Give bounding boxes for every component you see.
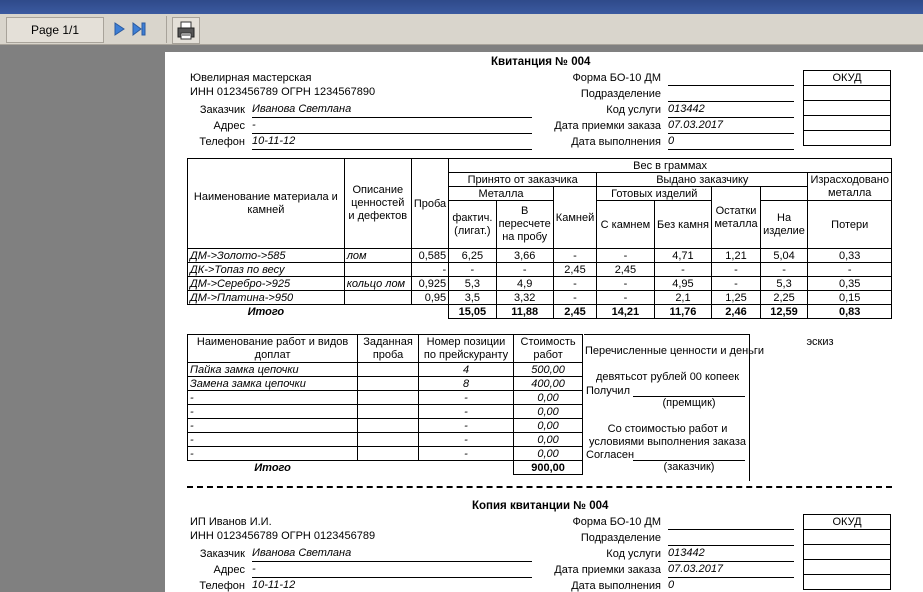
col-issued: Выдано заказчику <box>597 173 808 187</box>
table-cell: 5,04 <box>760 249 808 263</box>
table-cell: - <box>553 277 596 291</box>
table-cell: 500,00 <box>514 363 583 377</box>
table-cell: Пайка замка цепочки <box>188 363 358 377</box>
copy-customer-label: Заказчик <box>199 548 245 560</box>
copy-org-ids: ИНН 0123456789 ОГРН 0123456789 <box>190 530 376 542</box>
table-row <box>188 391 583 405</box>
table-cell: - <box>760 263 808 277</box>
works-total-row <box>188 461 583 475</box>
table-cell: 3,32 <box>496 291 553 305</box>
table-cell: 400,00 <box>514 377 583 391</box>
table-cell: 0,00 <box>514 391 583 405</box>
table-cell: 0,33 <box>808 249 892 263</box>
table-row <box>188 377 583 391</box>
col-work-name: Наименование работ и видов доплат <box>188 335 358 363</box>
materials-total-cell: 14,21 <box>597 305 654 319</box>
play-icon[interactable] <box>110 19 128 39</box>
materials-total-cell: 11,88 <box>496 305 553 319</box>
col-work-cost: Стоимость работ <box>514 335 583 363</box>
table-row <box>188 405 583 419</box>
table-cell: 2,45 <box>597 263 654 277</box>
materials-total-label: Итого <box>247 305 285 318</box>
service-code-label: Код услуги <box>606 104 661 116</box>
col-work-position: Номер позиции по прейскуранту <box>418 335 513 363</box>
window-title-bar <box>0 0 923 14</box>
receiver-role: (премщик) <box>662 397 716 409</box>
col-probe: Проба <box>411 159 448 249</box>
org-name: Ювелирная мастерская <box>190 72 312 84</box>
order-date-label: Дата приемки заказа <box>554 120 661 132</box>
table-cell: - <box>418 447 513 461</box>
col-work-probe: Заданная проба <box>358 335 419 363</box>
table-cell: 0,925 <box>411 277 448 291</box>
order-date-value: 07.03.2017 <box>668 119 794 134</box>
table-cell: кольцо лом <box>344 277 411 291</box>
table-cell: 0,00 <box>514 433 583 447</box>
copy-address-value: - <box>252 563 532 578</box>
table-row <box>188 447 583 461</box>
table-cell: 8 <box>418 377 513 391</box>
materials-total-cell: 2,45 <box>553 305 596 319</box>
table-cell: - <box>188 405 358 419</box>
col-spent: Израсходовано металла <box>808 173 892 201</box>
col-material-name: Наименование материала и камней <box>188 159 345 249</box>
col-actual: фактич. (лигат.) <box>449 201 496 249</box>
table-cell: - <box>654 263 712 277</box>
report-toolbar <box>0 14 923 45</box>
address-label: Адрес <box>213 120 245 132</box>
received-label: Получил <box>586 385 630 397</box>
table-row <box>188 433 583 447</box>
table-cell: ДК->Топаз по весу <box>188 263 345 277</box>
table-row <box>188 363 583 377</box>
table-cell: 0,15 <box>808 291 892 305</box>
table-cell: - <box>418 419 513 433</box>
copy-due-date-value: 0 <box>668 579 794 592</box>
table-cell <box>358 447 419 461</box>
table-cell: - <box>411 263 448 277</box>
table-cell: 2,25 <box>760 291 808 305</box>
table-cell: - <box>188 419 358 433</box>
copy-form-label: Форма БО-10 ДМ <box>572 516 661 528</box>
col-remains: Остатки металла <box>712 187 760 249</box>
table-cell: - <box>597 277 654 291</box>
table-cell: Замена замка цепочки <box>188 377 358 391</box>
form-line <box>668 71 794 86</box>
table-cell: 0,00 <box>514 405 583 419</box>
okud-label: ОКУД <box>804 71 891 86</box>
table-row <box>188 419 583 433</box>
table-cell <box>358 377 419 391</box>
customer-label: Заказчик <box>199 104 245 116</box>
materials-total-cell: 15,05 <box>449 305 496 319</box>
service-code-value: 013442 <box>668 103 794 118</box>
copy-title: Копия квитанции № 004 <box>472 500 609 512</box>
col-finished: Готовых изделий <box>597 187 712 201</box>
copy-division-label: Подразделение <box>580 532 661 544</box>
table-cell: 5,3 <box>449 277 496 291</box>
table-cell: 4,9 <box>496 277 553 291</box>
materials-total-cell: 2,46 <box>712 305 760 319</box>
col-accepted: Принято от заказчика <box>449 173 597 187</box>
copy-phone-label: Телефон <box>199 580 245 592</box>
last-page-icon[interactable] <box>130 19 148 39</box>
works-table <box>187 334 583 475</box>
division-label: Подразделение <box>580 88 661 100</box>
phone-label: Телефон <box>199 136 245 148</box>
cut-line <box>187 486 892 488</box>
table-cell: - <box>553 291 596 305</box>
col-converted: В пересчете на пробу <box>496 201 553 249</box>
col-with-stones: С камнем <box>597 201 654 249</box>
table-cell: 4,71 <box>654 249 712 263</box>
copy-okud-label: ОКУД <box>804 515 891 530</box>
col-without-stones: Без камня <box>654 201 712 249</box>
copy-due-date-label: Дата выполнения <box>571 580 661 592</box>
copy-phone-value: 10-11-12 <box>252 579 532 592</box>
phone-value: 10-11-12 <box>252 135 532 150</box>
table-cell: - <box>496 263 553 277</box>
table-cell: 2,1 <box>654 291 712 305</box>
agree-text: Со стоимостью работ и условиями выполнения заказа <box>588 423 747 448</box>
col-on-product: На изделие <box>760 201 808 249</box>
works-total-value: 900,00 <box>514 461 583 475</box>
acceptance-text-1: Перечисленные ценности и деньги <box>585 345 765 357</box>
table-cell: - <box>188 433 358 447</box>
copy-service-code-label: Код услуги <box>606 548 661 560</box>
table-cell <box>358 363 419 377</box>
toolbar-separator <box>166 16 167 43</box>
table-cell <box>358 405 419 419</box>
copy-org-name: ИП Иванов И.И. <box>190 516 272 528</box>
table-cell: 4,95 <box>654 277 712 291</box>
table-cell: 3,5 <box>449 291 496 305</box>
table-cell: 0,00 <box>514 447 583 461</box>
materials-table <box>187 158 892 319</box>
division-line <box>668 87 794 102</box>
table-cell <box>358 433 419 447</box>
agreed-label: Согласен <box>586 449 635 461</box>
print-button[interactable] <box>172 17 200 44</box>
table-cell: - <box>449 263 496 277</box>
table-cell: - <box>553 249 596 263</box>
received-line <box>633 384 745 397</box>
table-row <box>188 263 892 277</box>
form-label: Форма БО-10 ДМ <box>572 72 661 84</box>
table-cell: - <box>808 263 892 277</box>
table-cell: 1,25 <box>712 291 760 305</box>
table-row <box>188 249 892 263</box>
copy-form-line <box>668 515 794 530</box>
table-cell: - <box>418 433 513 447</box>
agreed-line <box>633 448 745 461</box>
table-row <box>188 291 892 305</box>
col-metal: Металла <box>449 187 554 201</box>
table-cell: ДМ->Золото->585 <box>188 249 345 263</box>
col-description: Описание ценностей и дефектов <box>344 159 411 249</box>
okud-box <box>803 70 891 146</box>
table-cell <box>358 391 419 405</box>
copy-order-date-label: Дата приемки заказа <box>554 564 661 576</box>
copy-division-line <box>668 531 794 546</box>
table-cell <box>344 291 411 305</box>
table-cell: - <box>597 249 654 263</box>
customer-role: (заказчик) <box>663 461 715 473</box>
table-cell: ДМ->Платина->950 <box>188 291 345 305</box>
print-icon <box>173 18 199 43</box>
table-cell: 0,35 <box>808 277 892 291</box>
due-date-label: Дата выполнения <box>571 136 661 148</box>
table-cell: - <box>418 405 513 419</box>
table-cell: - <box>597 291 654 305</box>
table-cell: 3,66 <box>496 249 553 263</box>
materials-total-cell: 12,59 <box>760 305 808 319</box>
table-cell: 0,585 <box>411 249 448 263</box>
table-cell: ДМ->Серебро->925 <box>188 277 345 291</box>
table-cell: - <box>418 391 513 405</box>
table-row <box>188 277 892 291</box>
table-cell: - <box>712 277 760 291</box>
copy-customer-value: Иванова Светлана <box>252 547 532 562</box>
copy-order-date-value: 07.03.2017 <box>668 563 794 578</box>
receipt-title: Квитанция № 004 <box>491 56 591 68</box>
col-losses: Потери <box>808 201 892 249</box>
table-cell <box>358 419 419 433</box>
materials-total-cell: 0,83 <box>808 305 892 319</box>
acceptance-text-2: девятьсот рублей 00 копеек <box>595 371 740 383</box>
due-date-value: 0 <box>668 135 794 150</box>
receipt-page <box>165 52 923 592</box>
copy-service-code-value: 013442 <box>668 547 794 562</box>
page-indicator: Page 1/1 <box>6 17 104 43</box>
table-cell: - <box>188 447 358 461</box>
col-weight: Вес в граммах <box>449 159 892 173</box>
sketch-label: эскиз <box>806 336 834 348</box>
table-cell: - <box>188 391 358 405</box>
table-cell: 1,21 <box>712 249 760 263</box>
table-cell: 5,3 <box>760 277 808 291</box>
table-cell: - <box>712 263 760 277</box>
works-total-label: Итого <box>254 461 291 474</box>
table-cell: 4 <box>418 363 513 377</box>
table-cell: лом <box>344 249 411 263</box>
copy-okud-box <box>803 514 891 590</box>
table-cell <box>344 263 411 277</box>
col-stones: Камней <box>553 187 596 249</box>
materials-total-row <box>188 305 892 319</box>
materials-total-cell: 11,76 <box>654 305 712 319</box>
copy-address-label: Адрес <box>213 564 245 576</box>
org-ids: ИНН 0123456789 ОГРН 1234567890 <box>190 86 376 98</box>
customer-value: Иванова Светлана <box>252 103 532 118</box>
table-cell: 0,95 <box>411 291 448 305</box>
table-cell: 6,25 <box>449 249 496 263</box>
table-cell: 2,45 <box>553 263 596 277</box>
address-value: - <box>252 119 532 134</box>
table-cell: 0,00 <box>514 419 583 433</box>
